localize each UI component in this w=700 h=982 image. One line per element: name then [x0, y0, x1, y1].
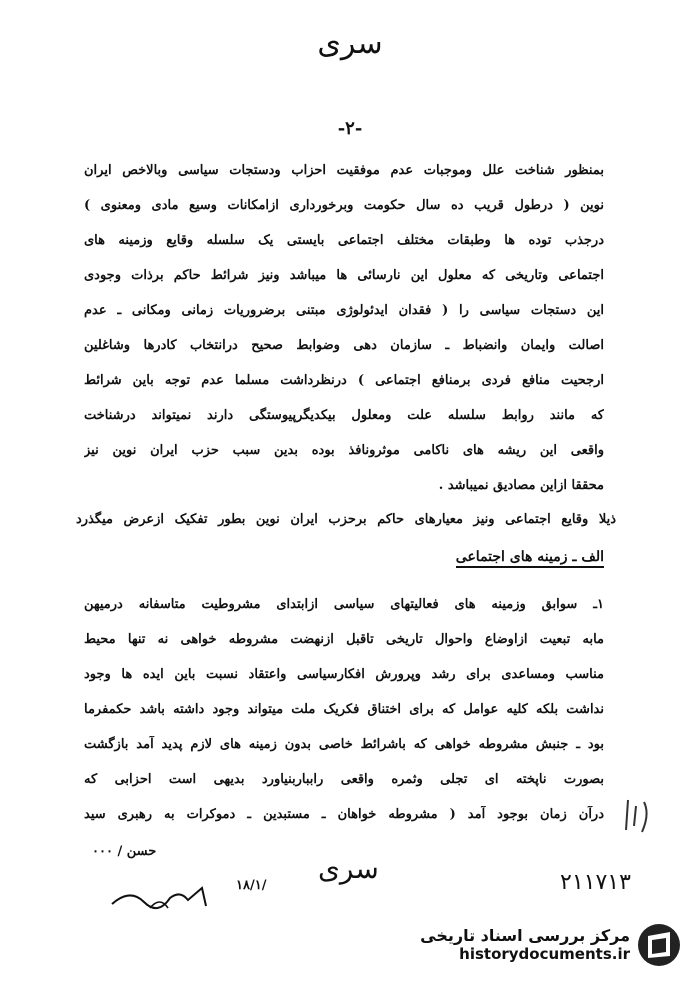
- archive-logo-icon: [636, 922, 682, 968]
- body-line: این دستجات سیاسی را ( فقدان ایدئولوژی مبتنی برضروریات زمانی ومکانی ـ عدم: [84, 303, 604, 318]
- body-line: اصالت وایمان وانضباط ـ سازمان دهی وضوابط صحیح درانتخاب کادرها وشاغلین: [84, 338, 604, 353]
- footer-organization: مرکز بررسی اسناد تاریخی: [420, 926, 630, 945]
- archive-footer: [420, 922, 682, 970]
- handwritten-margin-mark: [622, 796, 656, 836]
- sender-note: حسن / ۰۰۰: [92, 844, 157, 859]
- intro-line: ذیلا وقایع اجتماعی ونیز معیارهای حاکم برحزب ایران نوین بطور تفکیک ازعرض میگذرد: [76, 512, 616, 527]
- section-line: بود ـ جنبش مشروطه خواهی که باشرائط خاصی بدون زمینه های لازم پدید آمد بازگشت: [84, 737, 604, 752]
- body-line: واقعی این ریشه های ناکامی موثرونافذ بوده بدین سبب حزب ایران نوین نیز: [84, 443, 604, 458]
- section-heading: الف ـ زمینه های اجتماعی: [456, 549, 604, 568]
- archive-number: ۲۱۱۷۱۳: [560, 870, 631, 895]
- classification-stamp-top: سری: [317, 26, 383, 61]
- section-line: ۱ـ سوابق وزمینه های فعالیتهای سیاسی ازابتدای مشروطیت متاسفانه درمیهن: [84, 597, 604, 612]
- body-line: محققا ازاین مصادیق نمیباشد .: [438, 478, 604, 493]
- classification-stamp-bottom: سری: [318, 852, 379, 885]
- section-line: درآن زمان بوجود آمد ( مشروطه خواهان ـ مستبدین ـ دموکرات به رهبری سید: [84, 807, 604, 822]
- signature-date: ۱۸/۱/: [236, 878, 267, 893]
- body-line: ارجحیت منافع فردی برمنافع اجتماعی ) درنظرداشت مسلما عدم توجه باین شرائط: [84, 373, 604, 388]
- section-line: بصورت ناپخته ای تجلی وثمره واقعی رابباربنیاورد بدیهی است احزابی که: [84, 772, 604, 787]
- page-number: -۲-: [337, 118, 363, 139]
- handwritten-signature: [110, 884, 230, 910]
- body-line: درجذب توده ها وطبقات مختلف اجتماعی بایستی یک سلسله وقایع وزمینه های: [84, 233, 604, 248]
- section-line: مابه تبعیت ازاوضاع واحوال تاریخی تاقبل ازنهضت مشروطه خواهی نه تنها محیط: [84, 632, 604, 647]
- section-line: مناسب ومساعدی برای رشد وپرورش افکارسیاسی واعتقاد نسبت باین ایده ها وجود: [84, 667, 604, 682]
- body-line: بمنظور شناخت علل وموجبات عدم موفقیت احزاب ودستجات سیاسی وبالاخص ایران: [84, 163, 604, 178]
- footer-website: historydocuments.ir: [459, 945, 630, 963]
- section-line: نداشت بلکه کلیه عوامل که برای اختناق فکریک ملت میتواند وجود داشته باشد حکمفرما: [84, 702, 604, 717]
- body-line: که مانند روابط سلسله علت ومعلول بیکدیگرپیوستگی دارند نمیتواند درشناخت: [84, 408, 604, 423]
- body-line: نوین ( درطول قریب ده سال حکومت وبرخورداری ازامکانات وسیع مادی ومعنوی ): [84, 198, 604, 213]
- body-line: اجتماعی وتاریخی که معلول این نارسائی ها میباشد ونیز شرائط حاکم برذات وجودی: [84, 268, 604, 283]
